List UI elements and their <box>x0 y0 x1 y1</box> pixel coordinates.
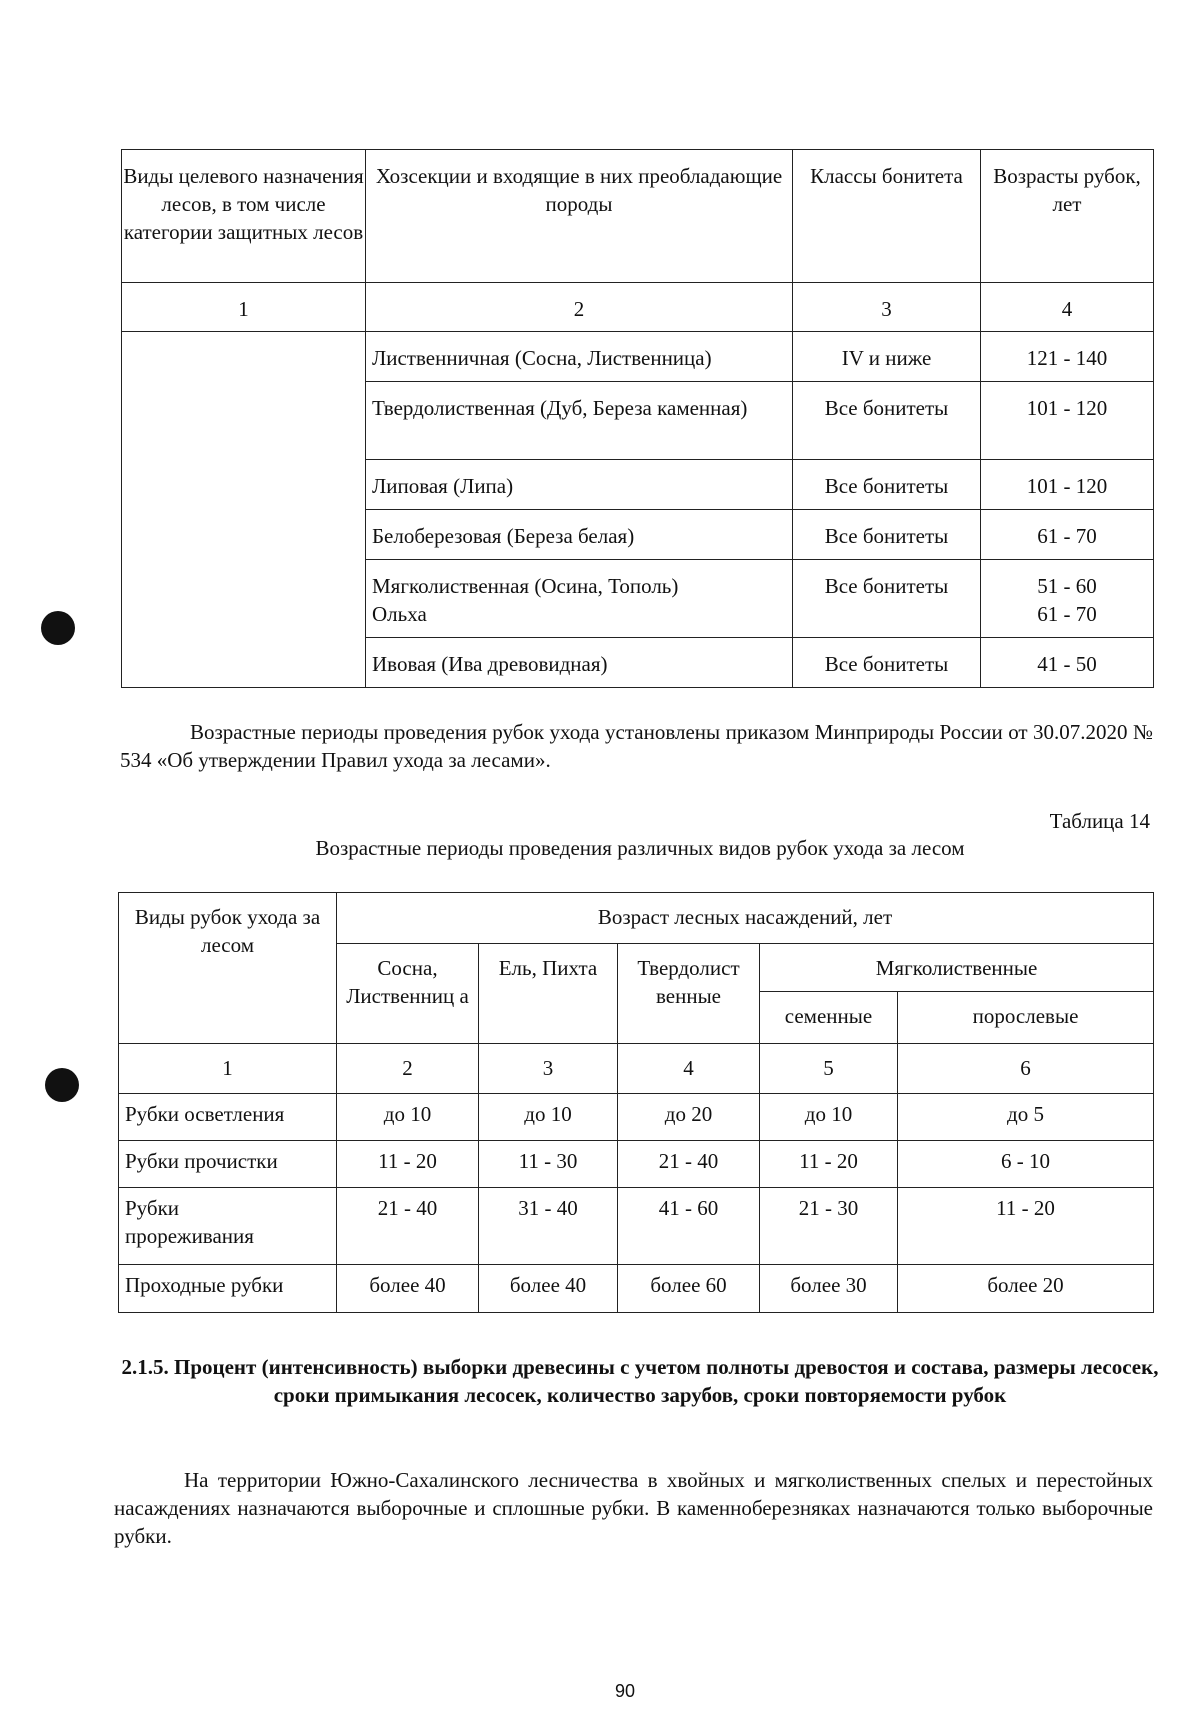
t2-colnum: 1 <box>119 1044 337 1094</box>
t2-value: 21 - 30 <box>760 1188 898 1265</box>
t2-row-name: Рубки прочистки <box>119 1141 337 1188</box>
t2-row-name: Рубки прореживания <box>119 1188 337 1265</box>
t2-value: 11 - 20 <box>337 1141 479 1188</box>
t1-class: Все бонитеты <box>793 510 981 560</box>
t2-value: более 20 <box>898 1265 1154 1313</box>
t1-section: Лиственничная (Сосна, Лиственница) <box>366 332 793 382</box>
t2-value: 11 - 30 <box>479 1141 618 1188</box>
t2-value: более 60 <box>618 1265 760 1313</box>
forestry-paragraph: На территории Южно-Сахалинского лесничества в хвойных и мягколиственных спелых и перестойных насаждениях назначаются выборочные и сплошные рубки. В каменноберезняках назначаются только выборочные рубки. <box>114 1468 1153 1548</box>
table-row <box>119 1265 1154 1313</box>
t2-header-spruce: Ель, Пихта <box>479 944 618 1044</box>
t2-colnum: 5 <box>760 1044 898 1094</box>
t1-section: Твердолиственная (Дуб, Береза каменная) <box>366 382 793 460</box>
t2-header-type: Виды рубок ухода за лесом <box>119 893 337 1044</box>
t1-age: 101 - 120 <box>981 382 1154 460</box>
t1-age: 51 - 60 61 - 70 <box>981 560 1154 638</box>
t2-header-seed: семенные <box>760 992 898 1044</box>
t2-header-softwood: Мягколиственные <box>760 944 1154 992</box>
t2-value: до 10 <box>337 1094 479 1141</box>
t2-value: более 30 <box>760 1265 898 1313</box>
t1-section: Липовая (Липа) <box>366 460 793 510</box>
table-row <box>122 332 1154 382</box>
t1-class: Все бонитеты <box>793 638 981 688</box>
table-row <box>119 1094 1154 1141</box>
t2-colnum: 2 <box>337 1044 479 1094</box>
t1-header-age: Возрасты рубок, лет <box>981 150 1154 283</box>
punch-hole-bottom <box>45 1068 79 1102</box>
t2-value: более 40 <box>479 1265 618 1313</box>
t2-header-age-group: Возраст лесных насаждений, лет <box>337 893 1154 944</box>
t2-value: 11 - 20 <box>898 1188 1154 1265</box>
table-title: Возрастные периоды проведения различных видов рубок ухода за лесом <box>315 836 965 860</box>
t2-value: до 5 <box>898 1094 1154 1141</box>
t1-colnum: 4 <box>981 283 1154 332</box>
table-row <box>119 1188 1154 1265</box>
t2-value: 21 - 40 <box>337 1188 479 1265</box>
t2-header-coppice: порослевые <box>898 992 1154 1044</box>
order-reference-paragraph: Возрастные периоды проведения рубок ухода установлены приказом Минприроды России от 30.07.2020 № 534 «Об утверждении Правил ухода за лесами». <box>120 720 1153 772</box>
t2-value: 21 - 40 <box>618 1141 760 1188</box>
t2-value: до 10 <box>479 1094 618 1141</box>
t2-value: 11 - 20 <box>760 1141 898 1188</box>
t2-header-pine: Сосна, Лиственниц а <box>337 944 479 1044</box>
t2-row-name: Рубки осветления <box>119 1094 337 1141</box>
t2-colnum: 6 <box>898 1044 1154 1094</box>
t2-colnum: 3 <box>479 1044 618 1094</box>
t2-value: до 20 <box>618 1094 760 1141</box>
t1-colnum: 1 <box>122 283 366 332</box>
t1-class: Все бонитеты <box>793 382 981 460</box>
t2-value: 41 - 60 <box>618 1188 760 1265</box>
t1-header-class: Классы бонитета <box>793 150 981 283</box>
t1-colnum: 3 <box>793 283 981 332</box>
thinning-periods-table <box>118 892 1154 1313</box>
table-label: Таблица 14 <box>1049 809 1150 833</box>
cutting-age-table <box>121 149 1154 688</box>
t1-section: Мягколиственная (Осина, Тополь) Ольха <box>366 560 793 638</box>
t1-section: Белоберезовая (Береза белая) <box>366 510 793 560</box>
t1-age: 101 - 120 <box>981 460 1154 510</box>
t2-value: более 40 <box>337 1265 479 1313</box>
t1-age: 61 - 70 <box>981 510 1154 560</box>
t1-age: 121 - 140 <box>981 332 1154 382</box>
table-row <box>119 1141 1154 1188</box>
t1-class: Все бонитеты <box>793 560 981 638</box>
t2-value: до 10 <box>760 1094 898 1141</box>
t2-row-name: Проходные рубки <box>119 1265 337 1313</box>
t1-section: Ивовая (Ива древовидная) <box>366 638 793 688</box>
t2-header-hardwood: Твердолист венные <box>618 944 760 1044</box>
t1-header-purpose: Виды целевого назначения лесов, в том числе категории защитных лесов <box>122 150 366 283</box>
t1-class: IV и ниже <box>793 332 981 382</box>
t1-purpose-cell <box>122 332 366 688</box>
page-number: 90 <box>614 1681 636 1701</box>
section-heading: 2.1.5. Процент (интенсивность) выборки древесины с учетом полноты древостоя и состава, размеры лесосек, сроки примыкания лесосек, количество зарубов, сроки повторяемости рубок <box>121 1355 1159 1407</box>
t2-value: 31 - 40 <box>479 1188 618 1265</box>
t1-class: Все бонитеты <box>793 460 981 510</box>
t2-colnum: 4 <box>618 1044 760 1094</box>
t1-colnum: 2 <box>366 283 793 332</box>
t1-header-section: Хозсекции и входящие в них преобладающие породы <box>366 150 793 283</box>
t1-age: 41 - 50 <box>981 638 1154 688</box>
t2-value: 6 - 10 <box>898 1141 1154 1188</box>
punch-hole-top <box>41 611 75 645</box>
